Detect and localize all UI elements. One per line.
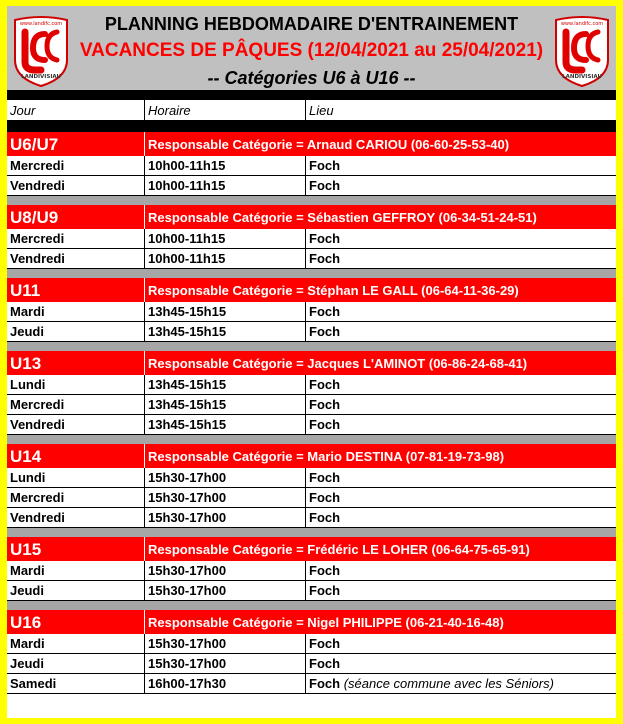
row-lieu-text: Foch [309,470,341,485]
row-lieu [309,304,340,319]
table-row [7,561,616,581]
section-gap [7,269,616,278]
logo-text: LANDIVISIAU [21,74,61,80]
column-divider [305,488,306,508]
column-divider [305,674,306,694]
logo-url-text: www.landifc.com [560,21,604,27]
row-horaire: 13h45-15h15 [148,304,227,319]
category-name: U11 [10,281,41,300]
row-jour: Lundi [10,377,46,392]
table-row [7,302,616,322]
row-horaire: 15h30-17h00 [148,470,227,485]
logo-url-text: www.landifc.com [19,21,63,27]
column-divider [144,654,145,674]
category-header [7,205,616,229]
table-row [7,156,616,176]
row-lieu-text: Foch [309,377,341,392]
category-header [7,610,616,634]
club-logo-right [552,12,612,88]
row-lieu-text: Foch [309,304,341,319]
category-name: U6/U7 [10,135,59,154]
row-jour: Lundi [10,470,46,485]
column-divider [305,322,306,342]
row-lieu-text: Foch [309,490,341,505]
table-row [7,581,616,601]
row-lieu [309,397,340,412]
row-note: (séance commune avec les Séniors) [343,676,554,691]
column-divider [144,415,145,435]
row-lieu [309,377,340,392]
row-horaire: 15h30-17h00 [148,583,227,598]
row-horaire: 13h45-15h15 [148,417,227,432]
row-lieu [309,158,340,173]
column-divider [144,508,145,528]
category-header [7,132,616,156]
row-lieu [309,231,340,246]
category-responsable: Responsable Catégorie = Stéphan LE GALL (06-64-11-36-29) [148,283,519,298]
column-divider [305,249,306,269]
table-row [7,654,616,674]
category-name: U14 [10,447,42,466]
row-jour: Vendredi [10,178,65,193]
row-lieu-text: Foch [309,324,341,339]
column-horaire: Horaire [148,103,191,118]
column-divider [305,581,306,601]
row-lieu-text: Foch [309,583,341,598]
row-jour: Mardi [10,636,45,651]
category-name: U16 [10,613,42,632]
row-lieu-text: Foch [309,417,341,432]
table-divider [7,121,616,132]
category-responsable: Responsable Catégorie = Arnaud CARIOU (06-60-25-53-40) [148,137,510,152]
column-divider [305,634,306,654]
row-lieu-text: Foch [309,397,341,412]
column-divider [144,468,145,488]
row-jour: Mardi [10,304,45,319]
column-divider [144,302,145,322]
row-lieu [309,490,340,505]
category-name: U13 [10,354,42,373]
row-lieu-text: Foch [309,636,341,651]
row-horaire: 10h00-11h15 [148,251,226,266]
table-row [7,468,616,488]
column-divider [305,395,306,415]
column-divider [305,508,306,528]
column-divider [144,156,145,176]
column-divider [305,176,306,196]
title-line-1: PLANNING HEBDOMADAIRE D'ENTRAINEMENT [104,14,519,34]
column-divider [305,468,306,488]
category-header [7,278,616,302]
category-name: U15 [10,540,42,559]
column-divider [144,100,145,120]
column-divider [305,100,306,120]
logo-text: LANDIVISIAU [562,74,602,80]
row-lieu [309,636,340,651]
row-jour: Mercredi [10,231,65,246]
column-divider [144,375,145,395]
title-line-3: -- Catégories U6 à U16 -- [207,68,416,88]
row-horaire: 10h00-11h15 [148,231,226,246]
table-row [7,229,616,249]
title-line-2: VACANCES DE PÂQUES (12/04/2021 au 25/04/2021) [79,40,544,61]
section-gap [7,196,616,205]
column-headers [7,100,616,121]
row-horaire: 15h30-17h00 [148,636,227,651]
table-row [7,488,616,508]
row-lieu-text: Foch [309,251,341,266]
table-row [7,322,616,342]
category-header [7,537,616,561]
row-lieu [309,178,340,193]
column-divider [144,176,145,196]
row-lieu [309,251,340,266]
row-lieu-text: Foch [309,510,341,525]
column-jour: Jour [10,103,36,118]
column-divider [144,132,145,156]
column-divider [144,561,145,581]
column-divider [144,674,145,694]
row-jour: Vendredi [10,251,65,266]
table-row [7,176,616,196]
row-jour: Vendredi [10,510,65,525]
column-lieu: Lieu [309,103,334,118]
row-lieu-text: Foch [309,563,341,578]
column-divider [144,249,145,269]
row-jour: Jeudi [10,656,44,671]
column-divider [305,415,306,435]
row-horaire: 10h00-11h15 [148,178,226,193]
table-row [7,415,616,435]
section-gap [7,601,616,610]
category-name: U8/U9 [10,208,59,227]
row-horaire: 13h45-15h15 [148,324,227,339]
row-horaire: 16h00-17h30 [148,676,227,691]
table-row [7,508,616,528]
header-divider [7,90,616,100]
row-jour: Samedi [10,676,57,691]
table-row [7,395,616,415]
column-divider [144,229,145,249]
category-header [7,444,616,468]
column-divider [305,561,306,581]
column-divider [144,395,145,415]
row-lieu [309,417,340,432]
row-lieu [309,583,340,598]
category-responsable: Responsable Catégorie = Sébastien GEFFROY (06-34-51-24-51) [148,210,537,225]
row-horaire: 15h30-17h00 [148,510,227,525]
row-lieu-text: Foch [309,178,341,193]
row-horaire: 15h30-17h00 [148,656,227,671]
column-divider [144,488,145,508]
row-lieu-text: Foch [309,231,341,246]
column-divider [305,229,306,249]
table-row [7,249,616,269]
column-divider [305,156,306,176]
row-lieu [309,656,340,671]
column-divider [144,444,145,468]
column-divider [144,205,145,229]
column-divider [144,581,145,601]
column-divider [144,537,145,561]
club-logo [11,12,71,88]
column-divider [144,610,145,634]
row-jour: Vendredi [10,417,65,432]
row-jour: Mardi [10,563,45,578]
header [7,6,616,90]
column-divider [305,375,306,395]
column-divider [144,322,145,342]
row-lieu-text: Foch [309,676,341,691]
row-horaire: 15h30-17h00 [148,490,227,505]
row-horaire: 15h30-17h00 [148,563,227,578]
table-row [7,674,616,694]
row-lieu [309,676,554,691]
row-jour: Mercredi [10,490,65,505]
row-horaire: 10h00-11h15 [148,158,226,173]
row-lieu [309,563,340,578]
column-divider [144,278,145,302]
row-horaire: 13h45-15h15 [148,377,227,392]
category-responsable: Responsable Catégorie = Frédéric LE LOHER (06-64-75-65-91) [148,542,530,557]
column-divider [144,351,145,375]
table-row [7,634,616,654]
row-jour: Mercredi [10,397,65,412]
column-divider [305,302,306,322]
row-jour: Mercredi [10,158,65,173]
row-lieu-text: Foch [309,158,341,173]
category-header [7,351,616,375]
row-jour: Jeudi [10,583,44,598]
column-divider [305,654,306,674]
row-lieu [309,510,340,525]
section-gap [7,528,616,537]
row-lieu [309,470,340,485]
category-responsable: Responsable Catégorie = Nigel PHILIPPE (06-21-40-16-48) [148,615,504,630]
row-horaire: 13h45-15h15 [148,397,227,412]
category-responsable: Responsable Catégorie = Mario DESTINA (07-81-19-73-98) [148,449,505,464]
category-responsable: Responsable Catégorie = Jacques L'AMINOT (06-86-24-68-41) [148,356,528,371]
column-divider [144,634,145,654]
section-gap [7,435,616,444]
row-lieu [309,324,340,339]
row-lieu-text: Foch [309,656,341,671]
section-gap [7,342,616,351]
table-row [7,375,616,395]
planning-sheet [7,6,616,718]
row-jour: Jeudi [10,324,44,339]
